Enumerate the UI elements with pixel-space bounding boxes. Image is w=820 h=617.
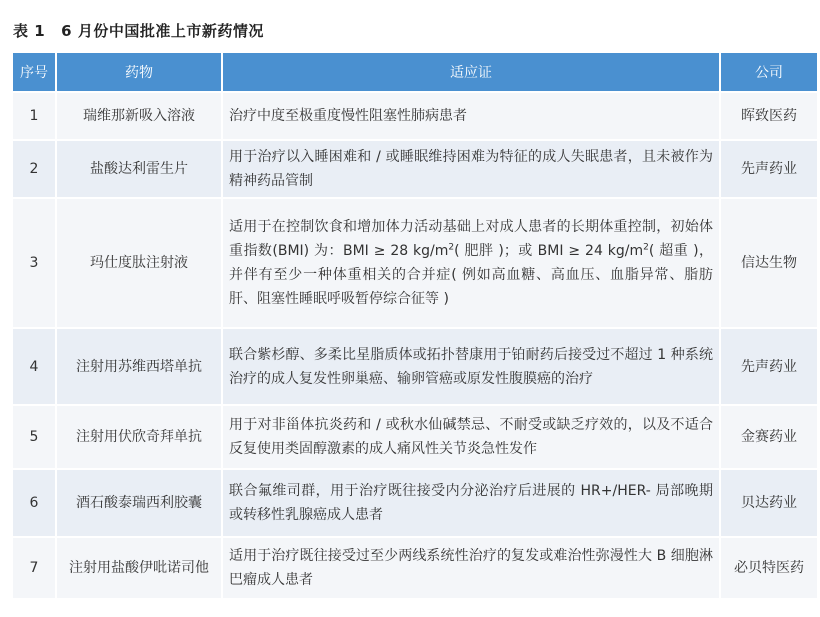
row-indication: 联合氟维司群，用于治疗既往接受内分泌治疗后进展的 HR+/HER- 局部晚期或转移性乳腺癌成人患者 (223, 468, 721, 536)
header-drug: 药物 (57, 53, 223, 91)
header-no: 序号 (13, 53, 57, 91)
table-row (13, 197, 817, 327)
row-no: 4 (13, 327, 57, 404)
table-row (13, 327, 817, 404)
row-company: 信达生物 (721, 197, 817, 327)
table-header-row (13, 53, 817, 91)
table-caption (13, 20, 264, 41)
row-company: 贝达药业 (721, 468, 817, 536)
indication-text: 适用于在控制饮食和增加体力活动基础上对成人患者的长期体重控制，初始体重指数(BMI) 为：BMI ≥ 28 kg/m (229, 219, 713, 259)
superscript: 2 (643, 242, 649, 253)
row-indication: 适用于治疗既往接受过至少两线系统性治疗的复发或难治性弥漫性大 B 细胞淋巴瘤成人患者 (223, 536, 721, 598)
table-row (13, 468, 817, 536)
row-no: 2 (13, 139, 57, 197)
row-drug: 注射用伏欣奇拜单抗 (57, 404, 223, 468)
table-title: 6 月份中国批准上市新药情况 (61, 22, 264, 40)
table-row (13, 139, 817, 197)
row-company: 必贝特医药 (721, 536, 817, 598)
new-drug-approval-table (13, 53, 817, 598)
row-no: 3 (13, 197, 57, 327)
table-row (13, 404, 817, 468)
row-drug: 瑞维那新吸入溶液 (57, 91, 223, 139)
row-drug: 盐酸达利雷生片 (57, 139, 223, 197)
header-company: 公司 (721, 53, 817, 91)
row-company: 先声药业 (721, 327, 817, 404)
indication-text: ( 肥胖 )；或 BMI ≥ 24 kg/m (454, 243, 644, 259)
row-no: 5 (13, 404, 57, 468)
table-row (13, 91, 817, 139)
row-no: 6 (13, 468, 57, 536)
row-no: 7 (13, 536, 57, 598)
row-indication: 用于治疗以入睡困难和 / 或睡眠维持困难为特征的成人失眠患者，且未被作为精神药品管制 (223, 139, 721, 197)
row-drug: 注射用苏维西塔单抗 (57, 327, 223, 404)
row-drug: 注射用盐酸伊吡诺司他 (57, 536, 223, 598)
row-indication: 联合紫杉醇、多柔比星脂质体或拓扑替康用于铂耐药后接受过不超过 1 种系统治疗的成人复发性卵巢癌、输卵管癌或原发性腹膜癌的治疗 (223, 327, 721, 404)
row-indication: 用于对非甾体抗炎药和 / 或秋水仙碱禁忌、不耐受或缺乏疗效的，以及不适合反复使用类固醇激素的成人痛风性关节炎急性发作 (223, 404, 721, 468)
row-drug: 玛仕度肽注射液 (57, 197, 223, 327)
row-indication (223, 197, 721, 327)
row-company: 先声药业 (721, 139, 817, 197)
table-number: 表 1 (13, 22, 46, 40)
row-company: 晖致医药 (721, 91, 817, 139)
table-row (13, 536, 817, 598)
indication-text: ( 超重 )，并伴有至少一种体重相关的合并症( 例如高血糖、高血压、血脂异常、脂肪肝、阻塞性睡眠呼吸暂停综合征等 ) (229, 243, 713, 307)
superscript: 2 (448, 242, 455, 253)
row-drug: 酒石酸泰瑞西利胶囊 (57, 468, 223, 536)
header-indication: 适应证 (223, 53, 721, 91)
row-company: 金赛药业 (721, 404, 817, 468)
row-indication: 治疗中度至极重度慢性阻塞性肺病患者 (223, 91, 721, 139)
row-no: 1 (13, 91, 57, 139)
